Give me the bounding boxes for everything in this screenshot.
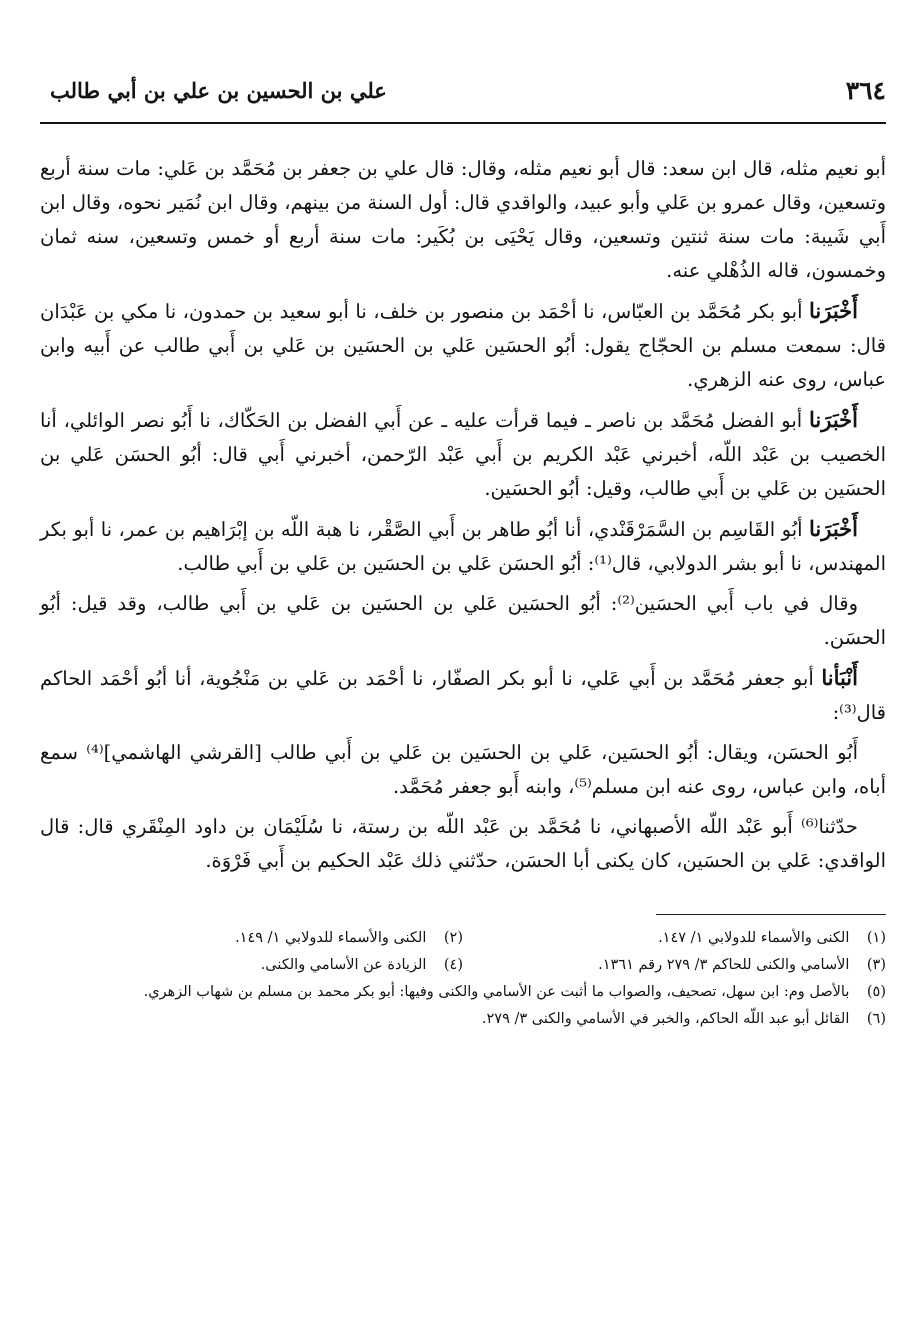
footnote-5-text: بالأصل وم: ابن سهل، تصحيف، والصواب ما أثبت عن الأسامي والكنى وفيها: أبو بكر محمد بن مسلم بن شهاب الزهري.: [143, 984, 850, 1000]
footnote-2: [40, 925, 463, 952]
paragraph-3: [40, 403, 886, 506]
book-page: [40, 70, 886, 1033]
footnote-row-4: [40, 1006, 886, 1033]
footnote-6-number: (٦): [866, 1011, 886, 1027]
paragraph-8-text: حدّثنا⁽⁶⁾ أَبو عَبْد اللّه الأصبهاني، نا مُحَمَّد بن عَبْد اللّه بن رستة، نا سُلَيْمَان بن داود المِنْقَري قال: قال الواقدي: عَلي بن الحسَين، كان يكنى أبا الحسَن، حدّثني ذلك عَبْد الحكيم بن أَبي فَرْوَة.: [40, 815, 886, 872]
footnote-2-text: الكنى والأسماء للدولابي ١/ ١٤٩.: [235, 930, 427, 946]
footnote-1-text: الكنى والأسماء للدولابي ١/ ١٤٧.: [658, 930, 850, 946]
paragraph-4: [40, 512, 886, 581]
paragraph-2-lead: أَخْبَرَنا: [809, 298, 858, 323]
footnote-5: [40, 979, 886, 1006]
paragraph-8: [40, 810, 886, 878]
footnote-6-text: القائل أبو عبد اللّه الحاكم، والخبر في الأسامي والكنى ٣/ ٢٧٩.: [481, 1011, 850, 1027]
footnote-4: [40, 952, 463, 979]
footnote-2-number: (٢): [443, 930, 463, 946]
footnote-6: [40, 1006, 886, 1033]
footnotes: [40, 925, 886, 1033]
footnote-3-text: الأسامي والكنى للحاكم ٣/ ٢٧٩ رقم ١٣٦١.: [598, 957, 850, 973]
paragraph-3-text: أبو الفضل مُحَمَّد بن ناصر ـ فيما قرأت عليه ـ عن أَبي الفضل بن الحَكّاك، نا أَبُو نصر الوائلي، أنا الخصيب بن عَبْد اللّه، أخبرني عَبْد الكريم بن أَبي عَبْد الرّحمن، أخبرني أَبي قال: أبُو الحسَن عَلي بن الحسَين بن عَلي بن أَبي طالب، وقيل: أبُو الحسَين.: [40, 409, 886, 500]
paragraph-5: [40, 587, 886, 655]
paragraph-1: [40, 152, 886, 288]
running-head-title: علي بن الحسين بن علي بن أبي طالب: [50, 78, 387, 103]
page-number: ٣٦٤: [845, 76, 886, 105]
footnote-separator: [656, 914, 886, 915]
paragraph-6-lead: أَنْبَأنا: [821, 665, 858, 690]
paragraph-1-text: أبو نعيم مثله، قال ابن سعد: قال أبو نعيم مثله، وقال: قال علي بن جعفر بن مُحَمَّد بن عَلي: مات سنة أربع وتسعين، وقال عمرو بن عَلي وأبو عبيد، والواقدي قال: أول السنة من بينهم، وقال ابن نُمَير نحوه، وقال ابن أَبي شَيبة: مات سنة ثنتين وتسعين، وقال يَحْيَى بن بُكَير: مات سنة أربع أو خمس وتسعين، سنه ثمان وخمسون، قاله الذُهْلي عنه.: [39, 157, 886, 282]
paragraph-7-text: أَبُو الحسَن، ويقال: أبُو الحسَين، عَلي بن الحسَين بن عَلي بن أَبي طالب [القرشي الهاشمي]⁽⁴⁾ سمع أباه، وابن عباس، روى عنه ابن مسلم⁽⁵⁾، وابنه أَبو جعفر مُحَمَّد.: [40, 741, 886, 798]
footnote-3: [463, 952, 886, 979]
footnote-1-number: (١): [866, 930, 886, 946]
paragraph-2-text: أبو بكر مُحَمَّد بن العبّاس، نا أحْمَد بن منصور بن خلف، نا أبو سعيد بن حمدون، نا مكي بن عَبْدَان قال: سمعت مسلم بن الحجّاج يقول: أبُو الحسَين عَلي بن الحسَين بن عَلي بن أَبي طالب عن أَبيه وابن عباس، روى عنه الزهري.: [40, 300, 886, 391]
paragraph-2: [40, 294, 886, 397]
paragraph-5-text: وقال في باب أَبي الحسَين⁽²⁾: أبُو الحسَين عَلي بن الحسَين بن عَلي بن أَبي طالب، وقد قيل: أبُو الحسَن.: [40, 592, 886, 649]
paragraph-6-text: أبو جعفر مُحَمَّد بن أَبي عَلي، نا أبو بكر الصفّار، نا أحْمَد بن عَلي بن مَنْجُوية، أنا أبُو أحْمَد الحاكم قال⁽³⁾:: [40, 667, 886, 724]
footnote-row-3: [40, 979, 886, 1006]
footnote-row-2: [40, 952, 886, 979]
running-head: [40, 70, 886, 124]
footnote-4-text: الزيادة عن الأسامي والكنى.: [260, 957, 427, 973]
footnote-3-number: (٣): [866, 957, 886, 973]
paragraph-7: [40, 736, 886, 804]
footnote-1: [463, 925, 886, 952]
paragraph-4-text: أبُو القَاسِم بن السَّمَرْقَنْدي، أنا أبُو طاهر بن أَبي الصَّقْر، نا هبة اللّه بن إبْرَاهيم بن عمر، نا أبو بكر المهندس، نا أبو بشر الدولابي، قال⁽¹⁾: أبُو الحسَن عَلي بن الحسَين بن عَلي بن أَبي طالب.: [40, 518, 886, 575]
footnote-row-1: [40, 925, 886, 952]
footnote-4-number: (٤): [443, 957, 463, 973]
footnote-5-number: (٥): [866, 984, 886, 1000]
paragraph-3-lead: أَخْبَرَنا: [809, 407, 858, 432]
paragraph-6: [40, 661, 886, 730]
paragraph-4-lead: أَخْبَرَنا: [809, 516, 858, 541]
main-text: [40, 152, 886, 878]
